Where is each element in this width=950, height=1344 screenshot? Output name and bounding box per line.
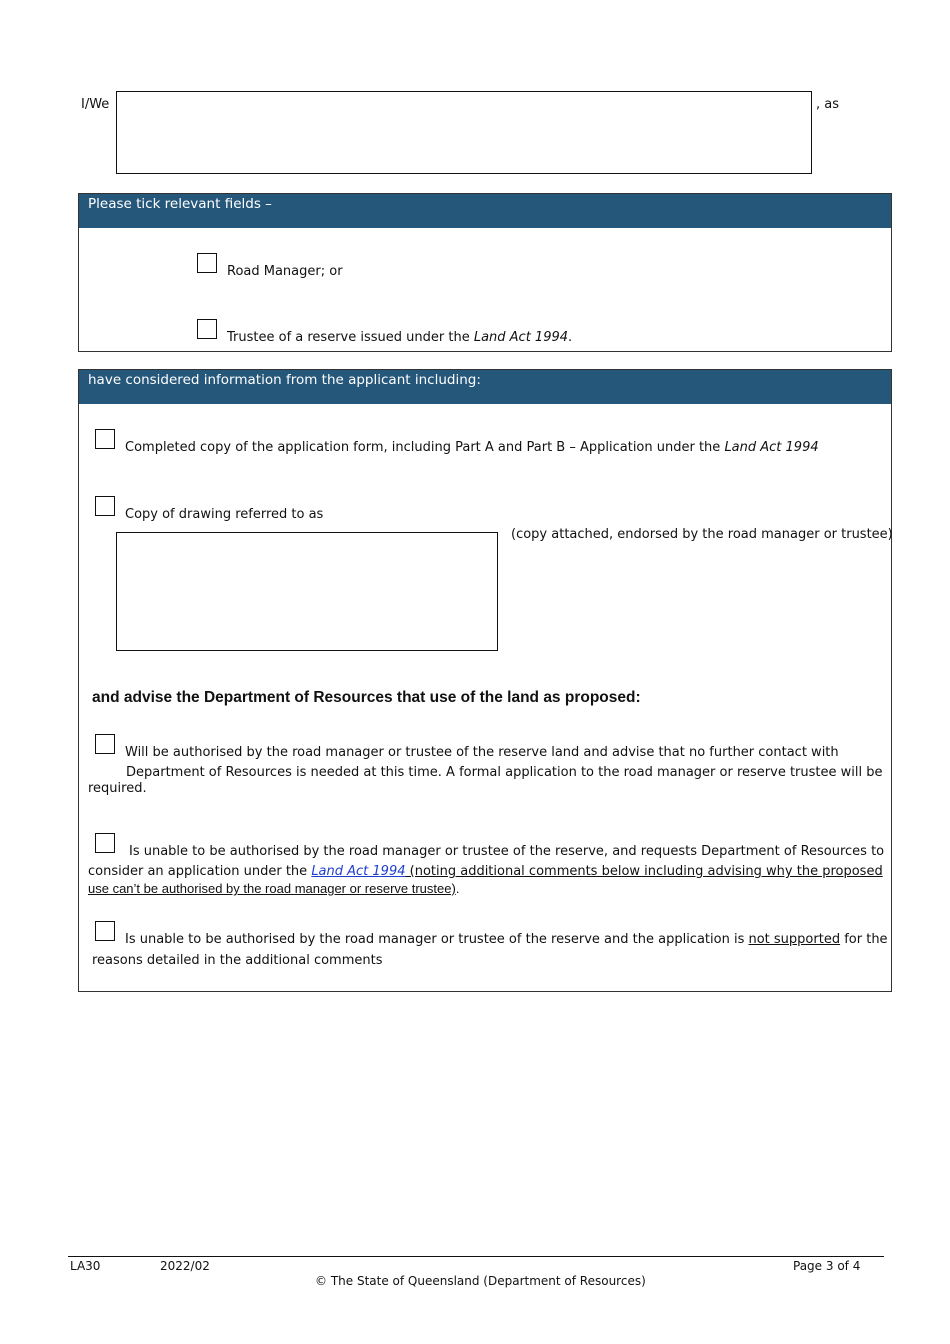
- iwe-label: I/We: [81, 97, 110, 112]
- drawing-label: Copy of drawing referred to as: [125, 507, 324, 522]
- opt1-line1: Will be authorised by the road manager or trustee of the reserve land and advise that no further contact with: [125, 745, 839, 760]
- capacity-section-header: [79, 194, 891, 228]
- advise-heading: and advise the Department of Resources that use of the land as proposed:: [92, 689, 641, 706]
- road-manager-label: Road Manager; or: [227, 264, 343, 279]
- opt2-line1: Is unable to be authorised by the road manager or trustee of the reserve, and requests Department of Resources to: [129, 844, 885, 859]
- opt2-line2: consider an application under the Land Act 1994 (noting additional comments below including advising why the proposed: [88, 864, 883, 879]
- considered-section: [78, 369, 892, 992]
- opt3-line1: Is unable to be authorised by the road manager or trustee of the reserve and the application is not supported for the: [125, 932, 888, 947]
- opt1-line2: Department of Resources is needed at this time. A formal application to the road manager or reserve trustee will be: [126, 765, 883, 780]
- form-code: LA30: [70, 1259, 101, 1273]
- capacity-section-title: Please tick relevant fields –: [88, 196, 272, 212]
- as-label: , as: [816, 97, 840, 112]
- footer-rule: [68, 1256, 884, 1257]
- drawing-note: (copy attached, endorsed by the road manager or trustee): [511, 527, 893, 542]
- trustee-checkbox[interactable]: [197, 319, 217, 339]
- land-act-link[interactable]: Land Act 1994: [311, 864, 406, 879]
- considered-section-header: [79, 370, 891, 404]
- drawing-checkbox[interactable]: [95, 496, 115, 516]
- page-number: Page 3 of 4: [793, 1259, 861, 1273]
- application-form-label: Completed copy of the application form, including Part A and Part B – Application under the Land Act 1994: [125, 440, 819, 455]
- considered-section-title: have considered information from the applicant including:: [88, 372, 481, 388]
- opt3-line2: reasons detailed in the additional comments: [92, 953, 383, 968]
- road-manager-checkbox[interactable]: [197, 253, 217, 273]
- not-supported-checkbox[interactable]: [95, 921, 115, 941]
- will-be-authorised-checkbox[interactable]: [95, 734, 115, 754]
- drawing-reference-input[interactable]: [116, 532, 498, 651]
- opt2-line3: use can’t be authorised by the road manager or reserve trustee).: [88, 881, 460, 896]
- copyright: © The State of Queensland (Department of Resources): [315, 1274, 646, 1288]
- application-form-checkbox[interactable]: [95, 429, 115, 449]
- trustee-label: Trustee of a reserve issued under the Land Act 1994.: [227, 330, 573, 345]
- unable-requests-application-checkbox[interactable]: [95, 833, 115, 853]
- form-version: 2022/02: [160, 1259, 210, 1273]
- name-input[interactable]: [116, 91, 812, 174]
- opt1-line3: required.: [88, 781, 147, 796]
